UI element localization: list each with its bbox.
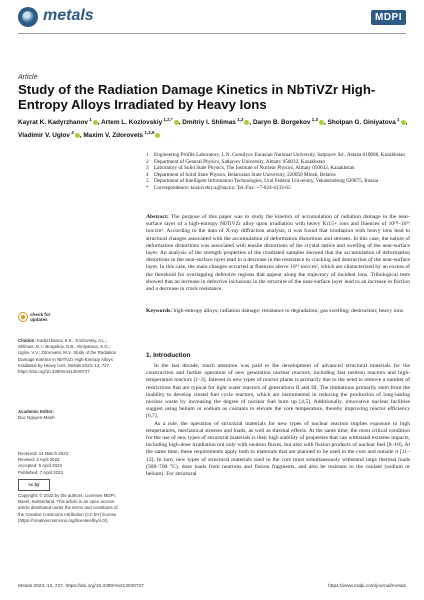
- affiliation-item: [146, 185, 408, 192]
- cc-by-license-icon[interactable]: cc by: [18, 479, 50, 491]
- author: Dmitriy I. Shlimas $^{1,3}$: [182, 119, 249, 126]
- introduction-body: [146, 363, 410, 478]
- intro-paragraph-1: In the last decade, much attention was paid to the development of advanced structural materials for the construction and further operation of new generation nuclear reactors, including fast neutron reactors and high-temperature reactors [1–3]. Interest in new types of reactor plants is primarily due to the need to remove a number of restrictions that are typical for light water reactors of generations II and III. The limitations primarily stem from the inability to develop closed fuel cycle reactors, which are instrumental in reducing the production of long-lasting nuclear waste by increasing the degree of nuclear fuel burn up [4,5]. Additionally, innovative nuclear facilities suggest using helium or sodium as coolants to elevate the core temperature, thereby improving reactor efficiency [6,7].: [146, 363, 410, 420]
- keywords-text: high-entropy alloys; radiation damage; resistance to degradation; gas swelling; destruction; heavy ions: [173, 308, 403, 314]
- check-updates-icon: [18, 312, 28, 322]
- citation-block: [18, 338, 118, 375]
- copyright-text: Copyright: © 2023 by the authors. Licensee MDPI, Basel, Switzerland. This article is an open access article distributed under the terms and conditions of the Creative Commons Attribution (CC BY) license (https://creativecommons.org/licenses/by/4.0/).: [18, 493, 118, 523]
- citation-text: Kadyrzhanov, K.K.; Kozlovskiy, A.L.; Shlimas, D.I.; Borgekov, D.B.; Giniyatova, S.G.; Uglov, V.V.; Zdorovets, M.V. Study of the Radiation Damage Kinetics in NbTiVZr High-Entropy Alloys Irradiated by Heavy Ions. Metals 2023, 13, 727. https://doi.org/10.3390/met13040727: [18, 338, 117, 375]
- orcid-icon[interactable]: [244, 120, 249, 125]
- check-updates-label: check for updates: [30, 312, 51, 322]
- editor-label: Academic Editor:: [18, 409, 55, 414]
- author: Sholpan G. Giniyatova $^1$: [328, 119, 406, 126]
- publisher-logo: MDPI: [371, 10, 406, 25]
- revised-date: Revised: 3 April 2023: [18, 457, 60, 463]
- abstract-label: Abstract:: [146, 214, 169, 220]
- affiliation-text: Department of General Physics, Satbayev University, Almaty 050032, Kazakhstan: [154, 158, 325, 165]
- orcid-icon[interactable]: [155, 133, 160, 138]
- article-type: Article: [18, 74, 38, 81]
- orcid-icon[interactable]: [319, 120, 324, 125]
- affiliation-text: Laboratory of Solid State Physics, The Institute of Nuclear Physics, Almaty 050032, Kazakhstan: [154, 165, 355, 171]
- footer-citation[interactable]: Metals 2023, 13, 727. https://doi.org/10.3390/met13040727: [18, 584, 144, 589]
- editor-name: Duc Nguyen-Manh: [18, 415, 55, 421]
- journal-logo: [18, 6, 138, 28]
- affiliation-text: Engineering Profile Laboratory, L.N. Gumilyov Eurasian National University, Satpayev Str., Astana 010008, Kazakhstan: [154, 152, 406, 158]
- published-date: Published: 7 April 2023: [18, 469, 63, 475]
- author: Artem L. Kozlovskiy $^{1,2,*}$: [101, 119, 179, 126]
- affiliation-text: Department of Solid State Physics, Belarusian State University, 220050 Minsk, Belarus: [154, 171, 336, 178]
- author: Maxim V. Zdorovets $^{1,3,5}$: [83, 132, 160, 139]
- affiliation-mark: 2: [146, 158, 149, 165]
- affiliation-mark: 3: [146, 165, 149, 171]
- affiliation-text: Correspondence: kozlovskiy.a@inp.kz; Tel./Fax: +7-024-4133-65: [154, 184, 291, 191]
- orcid-icon[interactable]: [75, 133, 80, 138]
- header-divider: [18, 33, 406, 34]
- abstract-text: The purpose of this paper was to study the kinetics of accumulation of radiation damage in the near-surface layer of a high-entropy NbTiVZr alloy upon irradiation with heavy Kr15+ ions and fluences of 10¹⁰–10¹⁵ ion/cm². According to the data of X-ray diffraction analysis, it was found that irradiation with heavy ions lead to structural changes associated with the accumulation of deformation distortions and stresses. In this case, the nature of deformation distortions was associated with tensile distortions of the crystal lattice and swelling of the near-surface layer. An analysis of the strength properties of the irradiated samples showed that the accumulation of deformation distortions in the near-surface layer lead to a decrease in the resistance to cracking and destruction of the near-surface layer. In this case, the main changes occurred at fluences above 10¹³ ion/cm², which are characterized by an excess of the threshold for overlapping defective regions that appear along the trajectory of incident ions. Tribological tests showed that an increase in defective inclusions in the structure of the near-surface layer lead to an increase in friction and a decrease in crack resistance.: [146, 214, 410, 293]
- affiliation-mark: 5: [146, 178, 149, 184]
- academic-editor: [18, 409, 118, 421]
- orcid-icon[interactable]: [401, 120, 406, 125]
- author: Vladimir V. Uglov $^4$: [18, 132, 80, 139]
- publication-dates: [18, 451, 118, 476]
- author: Kayrat K. Kadyrzhanov $^1$: [18, 119, 98, 126]
- license-block: [18, 479, 118, 527]
- keywords-label: Keywords:: [146, 308, 173, 314]
- orcid-icon[interactable]: [174, 120, 179, 125]
- journal-logo-icon: [18, 7, 38, 27]
- accepted-date: Accepted: 5 April 2023: [18, 463, 62, 469]
- section-heading-introduction: 1. Introduction: [146, 352, 191, 359]
- received-date: Received: 14 March 2023: [18, 451, 69, 456]
- orcid-icon[interactable]: [93, 120, 98, 125]
- author-list: Kayrat K. Kadyrzhanov $^1$ , Artem L. Kozlovskiy $^{1,2,*}$ , Dmitriy I. Shlimas $^{1,3}$ , Daryn B. Borgekov $^{1,3}$ , Sholpan G. Giniyatova $^1$ , Vladimir V. Uglov $^4$ , Maxim V. Zdorovets $^{1,3,5}$: [18, 117, 408, 140]
- author: Daryn B. Borgekov $^{1,3}$: [253, 119, 324, 126]
- intro-paragraph-2: As a rule, the operation of structural materials for new types of nuclear reactors implies exposure to high temperatures, mechanical stresses and loads, as well as thermal effects. At the same time, the most critical condition for the use of new types of structural materials is their high stability of properties that can withstand extreme impacts, including high-dose irradiation not only with neutron fluxes, but also with fission products of nuclear fuel [8–10]. At the same time, these requirements apply both to materials that are planned to be used in the core and outside it [11–13]. In turn, new types of structural materials used in the core must simultaneously withstand large thermal loads (500–700 °C), dose loads from neutrons and fission fragments, and also be resistant to the coolant (sodium or helium). For structural: [146, 420, 410, 478]
- affiliation-mark: *: [146, 184, 149, 191]
- affiliations: [146, 152, 408, 191]
- affiliation-mark: 1: [146, 152, 149, 158]
- footer-journal-link[interactable]: https://www.mdpi.com/journal/metals: [328, 584, 406, 589]
- citation-label: Citation:: [18, 338, 36, 343]
- abstract: [146, 214, 410, 293]
- check-for-updates-button[interactable]: [18, 312, 78, 324]
- keywords: [146, 308, 410, 315]
- affiliation-text: Department of Intelligent Information Technologies, Ural Federal University, Yekaterinburg 620075, Russia: [154, 178, 379, 184]
- affiliation-mark: 4: [146, 171, 149, 178]
- journal-name: metals: [43, 7, 94, 24]
- article-title: Study of the Radiation Damage Kinetics in NbTiVZr High-Entropy Alloys Irradiated by Heavy Ions: [18, 82, 376, 112]
